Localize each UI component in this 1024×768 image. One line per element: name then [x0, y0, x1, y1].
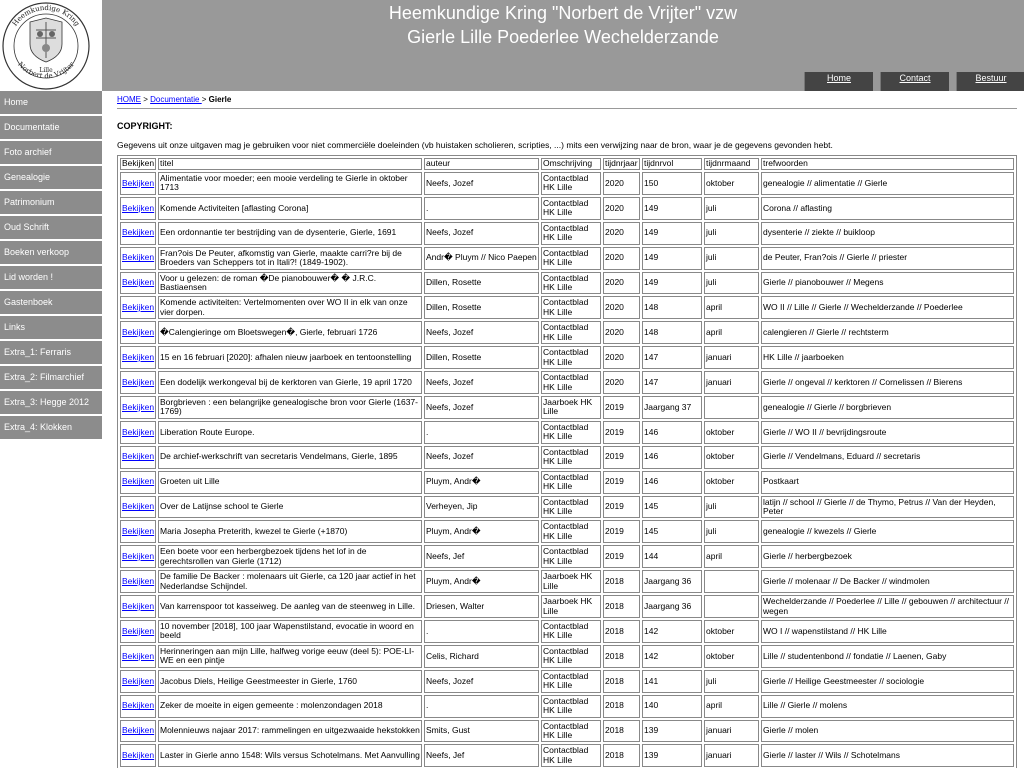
view-cell	[120, 371, 156, 394]
volume-cell: 148	[642, 296, 702, 319]
year-cell: 2020	[603, 371, 640, 394]
author-cell: Smits, Gust	[424, 720, 539, 743]
view-cell	[120, 172, 156, 195]
year-cell: 2020	[603, 222, 640, 245]
keywords-cell: Gierle // herbergbezoek	[761, 545, 1014, 568]
title-cell: Voor u gelezen: de roman �De pianobouwer� � J.R.C. Bastiaensen	[158, 272, 422, 295]
view-link[interactable]: Bekijken	[122, 202, 155, 213]
author-cell: Neefs, Jef	[424, 744, 539, 767]
title-cell: Fran?ois De Peuter, afkomstig van Gierle, maakte carri?re bij de Broeders van Scheppers tot in Itali?! (1849-1902).	[158, 247, 422, 270]
table-row	[120, 446, 1014, 469]
table-row	[120, 670, 1014, 693]
breadcrumb-separator: >	[141, 95, 151, 104]
view-link[interactable]: Bekijken	[122, 650, 155, 661]
sidebar-item-extra-2[interactable]: Extra_2: Filmarchief	[0, 366, 102, 389]
volume-cell: 144	[642, 545, 702, 568]
title-cell: Groeten uit Lille	[158, 471, 422, 494]
table-row	[120, 321, 1014, 344]
breadcrumb-documentatie[interactable]: Documentatie	[150, 95, 202, 104]
year-cell: 2020	[603, 321, 640, 344]
site-subtitle: Gierle Lille Poederlee Wechelderzande	[407, 27, 719, 47]
author-cell: Neefs, Jozef	[424, 321, 539, 344]
view-link[interactable]: Bekijken	[122, 501, 155, 512]
month-cell: april	[704, 321, 759, 344]
volume-cell: 149	[642, 197, 702, 220]
view-link[interactable]: Bekijken	[122, 551, 155, 562]
description-cell: Contactblad HK Lille	[541, 645, 601, 668]
month-cell: oktober	[704, 172, 759, 195]
volume-cell: Jaargang 36	[642, 595, 702, 618]
year-cell: 2018	[603, 645, 640, 668]
title-cell: Jacobus Diels, Heilige Geestmeester in Gierle, 1760	[158, 670, 422, 693]
keywords-cell: latijn // school // Gierle // de Thymo, Petrus // Van der Heyden, Peter	[761, 496, 1014, 519]
view-cell	[120, 496, 156, 519]
table-row	[120, 545, 1014, 568]
view-link[interactable]: Bekijken	[122, 575, 155, 586]
title-cell: Alimentatie voor moeder; een mooie verdeling te Gierle in oktober 1713	[158, 172, 422, 195]
author-cell: Neefs, Jozef	[424, 172, 539, 195]
sidebar-item-extra-1[interactable]: Extra_1: Ferraris	[0, 341, 102, 364]
year-cell: 2020	[603, 346, 640, 369]
view-cell	[120, 595, 156, 618]
month-cell: januari	[704, 744, 759, 767]
volume-cell: 149	[642, 272, 702, 295]
title-cell: Herinneringen aan mijn Lille, halfweg vorige eeuw (deel 5): POE-LI-WE en een pintje	[158, 645, 422, 668]
month-cell: januari	[704, 346, 759, 369]
title-cell: Molennieuws najaar 2017: rammelingen en uitgezwaaide hekstokken	[158, 720, 422, 743]
volume-cell: 139	[642, 720, 702, 743]
volume-cell: 142	[642, 620, 702, 643]
svg-text:Norbert de Vrijter: Norbert de Vrijter	[16, 60, 76, 81]
author-cell: Pluym, Andr�	[424, 471, 539, 494]
col-trefwoorden-header: trefwoorden	[761, 158, 1014, 170]
sidebar	[0, 91, 102, 768]
description-cell: Contactblad HK Lille	[541, 446, 601, 469]
description-cell: Contactblad HK Lille	[541, 346, 601, 369]
topnav-contact[interactable]: Contact	[880, 72, 949, 91]
view-cell	[120, 645, 156, 668]
year-cell: 2018	[603, 744, 640, 767]
description-cell: Contactblad HK Lille	[541, 520, 601, 543]
keywords-cell: Gierle // ongeval // kerktoren // Cornelissen // Bierens	[761, 371, 1014, 394]
description-cell: Contactblad HK Lille	[541, 620, 601, 643]
table-row	[120, 197, 1014, 220]
year-cell: 2019	[603, 545, 640, 568]
year-cell: 2019	[603, 421, 640, 444]
volume-cell: 150	[642, 172, 702, 195]
month-cell	[704, 396, 759, 419]
description-cell: Jaarboek HK Lille	[541, 570, 601, 593]
volume-cell: 139	[642, 744, 702, 767]
month-cell: oktober	[704, 645, 759, 668]
keywords-cell: de Peuter, Fran?ois // Gierle // priester	[761, 247, 1014, 270]
description-cell: Contactblad HK Lille	[541, 496, 601, 519]
documents-table	[117, 155, 1017, 768]
volume-cell: 146	[642, 421, 702, 444]
table-row	[120, 272, 1014, 295]
keywords-cell: genealogie // kwezels // Gierle	[761, 520, 1014, 543]
view-link[interactable]: Bekijken	[122, 526, 155, 537]
year-cell: 2019	[603, 471, 640, 494]
table-row	[120, 720, 1014, 743]
view-cell	[120, 545, 156, 568]
table-row	[120, 247, 1014, 270]
keywords-cell: genealogie // Gierle // borgbrieven	[761, 396, 1014, 419]
table-row	[120, 645, 1014, 668]
volume-cell: 145	[642, 520, 702, 543]
sidebar-item-extra-4[interactable]: Extra_4: Klokken	[0, 416, 102, 439]
table-row	[120, 346, 1014, 369]
year-cell: 2020	[603, 197, 640, 220]
year-cell: 2018	[603, 620, 640, 643]
view-cell	[120, 471, 156, 494]
title-cell: Een ordonnantie ter bestrijding van de dysenterie, Gierle, 1691	[158, 222, 422, 245]
keywords-cell: Gierle // molen	[761, 720, 1014, 743]
keywords-cell: Gierle // Heilige Geestmeester // sociologie	[761, 670, 1014, 693]
month-cell: juli	[704, 197, 759, 220]
table-row	[120, 620, 1014, 643]
table-row	[120, 744, 1014, 767]
author-cell: Celis, Richard	[424, 645, 539, 668]
description-cell: Contactblad HK Lille	[541, 296, 601, 319]
view-link[interactable]: Bekijken	[122, 426, 155, 437]
author-cell: .	[424, 620, 539, 643]
breadcrumb-home[interactable]: HOME	[117, 95, 141, 104]
table-row	[120, 695, 1014, 718]
description-cell: Contactblad HK Lille	[541, 744, 601, 767]
author-cell: .	[424, 197, 539, 220]
title-cell: Van karrenspoor tot kasseiweg. De aanleg van de steenweg in Lille.	[158, 595, 422, 618]
author-cell: Dillen, Rosette	[424, 346, 539, 369]
title-cell: De familie De Backer : molenaars uit Gierle, ca 120 jaar actief in het Nederlandse Schijndel.	[158, 570, 422, 593]
title-cell: Komende Activiteiten [aflasting Corona]	[158, 197, 422, 220]
keywords-cell: Corona // aflasting	[761, 197, 1014, 220]
col-auteur-header: auteur	[424, 158, 539, 170]
year-cell: 2020	[603, 172, 640, 195]
breadcrumb	[117, 95, 1017, 109]
description-cell: Contactblad HK Lille	[541, 321, 601, 344]
copyright-heading: COPYRIGHT:	[117, 121, 173, 131]
view-cell	[120, 296, 156, 319]
col-tijdnrmaand-header: tijdnrmaand	[704, 158, 759, 170]
description-cell: Contactblad HK Lille	[541, 720, 601, 743]
view-cell	[120, 570, 156, 593]
month-cell: juli	[704, 247, 759, 270]
month-cell: juli	[704, 670, 759, 693]
view-cell	[120, 222, 156, 245]
author-cell: Pluym, Andr�	[424, 520, 539, 543]
author-cell: Verheyen, Jip	[424, 496, 539, 519]
sidebar-item-links[interactable]: Links	[0, 316, 102, 339]
month-cell: oktober	[704, 620, 759, 643]
logo-seal	[0, 0, 102, 91]
keywords-cell: WO I // wapenstilstand // HK Lille	[761, 620, 1014, 643]
table-row	[120, 496, 1014, 519]
keywords-cell: Gierle // pianobouwer // Megens	[761, 272, 1014, 295]
month-cell: januari	[704, 371, 759, 394]
year-cell: 2019	[603, 396, 640, 419]
year-cell: 2019	[603, 520, 640, 543]
view-link[interactable]: Bekijken	[122, 625, 155, 636]
sidebar-item-lid-worden[interactable]: Lid worden !	[0, 266, 102, 289]
keywords-cell: Wechelderzande // Poederlee // Lille // gebouwen // architectuur // wegen	[761, 595, 1014, 618]
sidebar-item-oud-schrift[interactable]: Oud Schrift	[0, 216, 102, 239]
volume-cell: Jaargang 37	[642, 396, 702, 419]
view-cell	[120, 396, 156, 419]
month-cell	[704, 595, 759, 618]
view-cell	[120, 520, 156, 543]
month-cell: juli	[704, 272, 759, 295]
author-cell: Dillen, Rosette	[424, 296, 539, 319]
author-cell: Pluym, Andr�	[424, 570, 539, 593]
view-cell	[120, 421, 156, 444]
site-title: Heemkundige Kring "Norbert de Vrijter" vzw	[388, 3, 738, 23]
month-cell: oktober	[704, 446, 759, 469]
svg-text:Lille: Lille	[39, 67, 53, 74]
keywords-cell: Postkaart	[761, 471, 1014, 494]
keywords-cell: genealogie // alimentatie // Gierle	[761, 172, 1014, 195]
volume-cell: 148	[642, 321, 702, 344]
title-cell: Zeker de moeite in eigen gemeente : molenzondagen 2018	[158, 695, 422, 718]
keywords-cell: dysenterie // ziekte // buikloop	[761, 222, 1014, 245]
view-link[interactable]: Bekijken	[122, 302, 155, 313]
author-cell: .	[424, 695, 539, 718]
view-link[interactable]: Bekijken	[122, 700, 155, 711]
month-cell: oktober	[704, 471, 759, 494]
view-cell	[120, 321, 156, 344]
month-cell: april	[704, 545, 759, 568]
table-row	[120, 222, 1014, 245]
title-cell: Borgbrieven : een belangrijke genealogische bron voor Gierle (1637-1769)	[158, 396, 422, 419]
volume-cell: 149	[642, 247, 702, 270]
description-cell: Contactblad HK Lille	[541, 695, 601, 718]
keywords-cell: WO II // Lille // Gierle // Wechelderzande // Poederlee	[761, 296, 1014, 319]
table-row	[120, 595, 1014, 618]
view-link[interactable]: Bekijken	[122, 451, 155, 462]
description-cell: Contactblad HK Lille	[541, 545, 601, 568]
month-cell: juli	[704, 520, 759, 543]
month-cell: juli	[704, 496, 759, 519]
title-cell: De archief-werkschrift van secretaris Vendelmans, Gierle, 1895	[158, 446, 422, 469]
author-cell: Dillen, Rosette	[424, 272, 539, 295]
volume-cell: 142	[642, 645, 702, 668]
site-header	[102, 0, 1024, 91]
author-cell: Neefs, Jozef	[424, 222, 539, 245]
view-link[interactable]: Bekijken	[122, 725, 155, 736]
volume-cell: 146	[642, 471, 702, 494]
view-link[interactable]: Bekijken	[122, 750, 155, 761]
sidebar-item-patrimonium[interactable]: Patrimonium	[0, 191, 102, 214]
copyright-text: Gegevens uit onze uitgaven mag je gebruiken voor niet commerciële doeleinden (vb huistaken scholieren, scripties, ...) mits een verwijzing naar de bron, waar je de gegevens gevonden hebt.	[117, 140, 833, 150]
volume-cell: 141	[642, 670, 702, 693]
author-cell: Andr� Pluym // Nico Paepen	[424, 247, 539, 270]
month-cell: april	[704, 695, 759, 718]
year-cell: 2020	[603, 272, 640, 295]
description-cell: Contactblad HK Lille	[541, 421, 601, 444]
col-tijdnrjaar-header: tijdnrjaar	[603, 158, 640, 170]
title-cell: Maria Josepha Preterith, kwezel te Gierle (+1870)	[158, 520, 422, 543]
view-cell	[120, 620, 156, 643]
sidebar-item-gastenboek[interactable]: Gastenboek	[0, 291, 102, 314]
view-link[interactable]: Bekijken	[122, 252, 155, 263]
title-cell: 15 en 16 februari [2020]: afhalen nieuw jaarboek en tentoonstelling	[158, 346, 422, 369]
volume-cell: 140	[642, 695, 702, 718]
year-cell: 2020	[603, 247, 640, 270]
keywords-cell: Gierle // molenaar // De Backer // windmolen	[761, 570, 1014, 593]
top-navigation	[804, 72, 1024, 91]
title-cell: Over de Latijnse school te Gierle	[158, 496, 422, 519]
month-cell: april	[704, 296, 759, 319]
col-titel-header: titel	[158, 158, 422, 170]
col-bekijken-header: Bekijken	[122, 158, 155, 169]
breadcrumb-separator: >	[201, 95, 209, 104]
sidebar-item-documentatie[interactable]: Documentatie	[0, 116, 102, 139]
year-cell: 2019	[603, 496, 640, 519]
title-cell: �Calengieringe om Bloetswegen�, Gierle, februari 1726	[158, 321, 422, 344]
year-cell: 2018	[603, 595, 640, 618]
sidebar-item-extra-3[interactable]: Extra_3: Hegge 2012	[0, 391, 102, 414]
author-cell: Driesen, Walter	[424, 595, 539, 618]
breadcrumb-current: Gierle	[208, 95, 232, 104]
table-row	[120, 520, 1014, 543]
table-row	[120, 296, 1014, 319]
svg-text:Heemkundige Kring: Heemkundige Kring	[10, 3, 82, 28]
main-content	[117, 91, 1017, 150]
table-row	[120, 172, 1014, 195]
month-cell	[704, 570, 759, 593]
description-cell: Contactblad HK Lille	[541, 247, 601, 270]
keywords-cell: Gierle // Vendelmans, Eduard // secretaris	[761, 446, 1014, 469]
volume-cell: 146	[642, 446, 702, 469]
keywords-cell: calengieren // Gierle // rechtsterm	[761, 321, 1014, 344]
view-link[interactable]: Bekijken	[122, 327, 155, 338]
keywords-cell: Gierle // laster // Wils // Schotelmans	[761, 744, 1014, 767]
topnav-home[interactable]: Home	[804, 72, 873, 91]
table-row	[120, 570, 1014, 593]
volume-cell: 147	[642, 371, 702, 394]
month-cell: juli	[704, 222, 759, 245]
table-row	[120, 421, 1014, 444]
year-cell: 2018	[603, 695, 640, 718]
keywords-cell: Lille // studentenbond // fondatie // Laenen, Gaby	[761, 645, 1014, 668]
volume-cell: 147	[642, 346, 702, 369]
author-cell: Neefs, Jozef	[424, 371, 539, 394]
author-cell: Neefs, Jozef	[424, 396, 539, 419]
sidebar-item-genealogie[interactable]: Genealogie	[0, 166, 102, 189]
table-header-row	[120, 158, 1014, 170]
year-cell: 2018	[603, 670, 640, 693]
author-cell: Neefs, Jozef	[424, 670, 539, 693]
view-cell	[120, 346, 156, 369]
year-cell: 2018	[603, 720, 640, 743]
volume-cell: 149	[642, 222, 702, 245]
title-cell: Een boete voor een herbergbezoek tijdens het lof in de gerechtsrollen van Gierle (1712)	[158, 545, 422, 568]
description-cell: Contactblad HK Lille	[541, 471, 601, 494]
keywords-cell: Gierle // WO II // bevrijdingsroute	[761, 421, 1014, 444]
year-cell: 2018	[603, 570, 640, 593]
table-row	[120, 396, 1014, 419]
title-cell: Een dodelijk werkongeval bij de kerktoren van Gierle, 19 april 1720	[158, 371, 422, 394]
view-cell	[120, 197, 156, 220]
month-cell: januari	[704, 720, 759, 743]
sidebar-item-home[interactable]: Home	[0, 91, 102, 114]
view-link[interactable]: Bekijken	[122, 227, 155, 238]
month-cell: oktober	[704, 421, 759, 444]
description-cell: Contactblad HK Lille	[541, 222, 601, 245]
view-cell	[120, 272, 156, 295]
author-cell: Neefs, Jef	[424, 545, 539, 568]
view-link[interactable]: Bekijken	[122, 277, 155, 288]
topnav-bestuur[interactable]: Bestuur	[956, 72, 1024, 91]
sidebar-item-boeken-verkoop[interactable]: Boeken verkoop	[0, 241, 102, 264]
description-cell: Contactblad HK Lille	[541, 172, 601, 195]
title-cell: Komende activiteiten: Vertelmomenten over WO II in elk van onze vier dorpen.	[158, 296, 422, 319]
year-cell: 2020	[603, 296, 640, 319]
title-cell: Liberation Route Europe.	[158, 421, 422, 444]
view-cell	[120, 446, 156, 469]
description-cell: Jaarboek HK Lille	[541, 595, 601, 618]
year-cell: 2019	[603, 446, 640, 469]
table-row	[120, 471, 1014, 494]
view-cell	[120, 744, 156, 767]
view-cell	[120, 720, 156, 743]
view-link[interactable]: Bekijken	[122, 351, 155, 362]
view-link[interactable]: Bekijken	[122, 600, 155, 611]
view-link[interactable]: Bekijken	[122, 177, 155, 188]
site-logo[interactable]	[0, 0, 102, 91]
view-link[interactable]: Bekijken	[122, 401, 155, 412]
view-cell	[120, 247, 156, 270]
keywords-cell: Lille // Gierle // molens	[761, 695, 1014, 718]
volume-cell: Jaargang 36	[642, 570, 702, 593]
author-cell: Neefs, Jozef	[424, 446, 539, 469]
keywords-cell: HK Lille // jaarboeken	[761, 346, 1014, 369]
description-cell: Contactblad HK Lille	[541, 670, 601, 693]
view-link[interactable]: Bekijken	[122, 675, 155, 686]
description-cell: Contactblad HK Lille	[541, 371, 601, 394]
view-cell	[120, 695, 156, 718]
table-row	[120, 371, 1014, 394]
title-cell: Laster in Gierle anno 1548: Wils versus Schotelmans. Met Aanvulling	[158, 744, 422, 767]
title-cell: 10 november [2018], 100 jaar Wapenstilstand, evocatie in woord en beeld	[158, 620, 422, 643]
view-link[interactable]: Bekijken	[122, 476, 155, 487]
description-cell: Jaarboek HK Lille	[541, 396, 601, 419]
volume-cell: 145	[642, 496, 702, 519]
view-link[interactable]: Bekijken	[122, 376, 155, 387]
sidebar-item-foto-archief[interactable]: Foto archief	[0, 141, 102, 164]
description-cell: Contactblad HK Lille	[541, 272, 601, 295]
col-omschrijving-header: Omschrijving	[541, 158, 601, 170]
author-cell: .	[424, 421, 539, 444]
description-cell: Contactblad HK Lille	[541, 197, 601, 220]
col-tijdnrvol-header: tijdnrvol	[642, 158, 702, 170]
view-cell	[120, 670, 156, 693]
